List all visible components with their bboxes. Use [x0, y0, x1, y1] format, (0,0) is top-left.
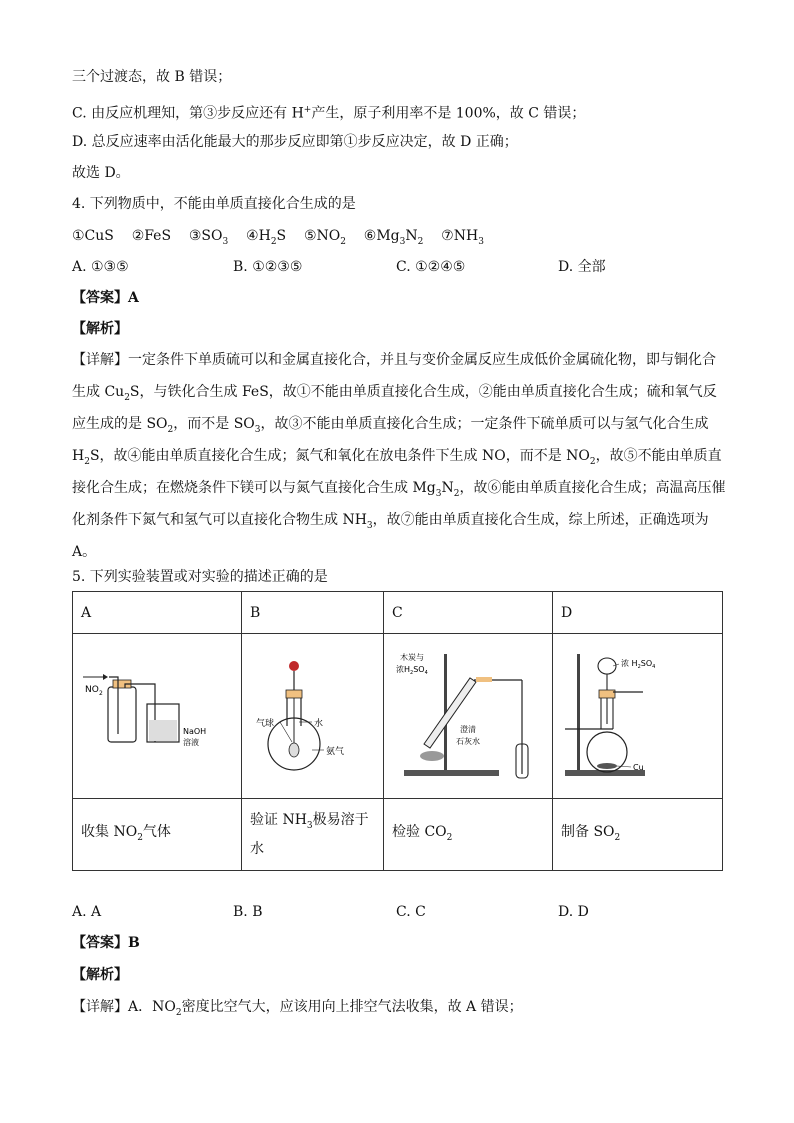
- option-b: B. ①②③⑤: [233, 259, 303, 275]
- answer-label: 【答案】B: [72, 935, 140, 951]
- label-acid-c: 浓$H_2SO_4$: [396, 665, 428, 676]
- label-no2-sub: 2: [99, 690, 103, 697]
- label-balloon: 气球: [256, 719, 275, 729]
- label-limewater-1: 澄清: [460, 725, 476, 734]
- label-charcoal: 木炭与: [400, 653, 424, 662]
- caption-a: 收集 $NO_2$气体: [73, 799, 242, 871]
- label-acid-d: 浓 $H_2SO_4$: [621, 659, 656, 670]
- apparatus-c: [384, 634, 553, 799]
- answer-label: 【答案】A: [72, 290, 139, 306]
- apparatus-b-figure: [242, 634, 383, 790]
- apparatus-d: [553, 634, 723, 799]
- header-c: C: [384, 592, 553, 634]
- apparatus-b: [242, 634, 384, 799]
- label-ammonia: 氨气: [326, 747, 345, 757]
- caption-c: 检验 $CO_2$: [384, 799, 553, 871]
- apparatus-a-figure: [73, 634, 241, 790]
- text-line: 故选 D。: [72, 165, 130, 181]
- analysis-label: 【解析】: [72, 321, 128, 337]
- question-4-stem: 4. 下列物质中，不能由单质直接化合生成的是: [72, 196, 356, 212]
- question-4-detail: 【详解】一定条件下单质硫可以和金属直接化合，并且与变价金属反应生成低价金属硫化物，即与铜化合 生成 $Cu_2S$，与铁化合生成 FeS，故①不能由单质直接化合生成，②能由单质直接化合生成；硫和氧气反 应生成的是 $SO_2$，而不是 $SO_3$，故③不能由单质直接化合生成；一定条件下硫单质可以与氢气化合生成 $H_2S$，故④能由单质直接化合生成；氮气和氧化在放电条件下生成 NO，而不是 $NO_2$，故⑤不能由单质直 接化合生成；在燃烧条件下镁可以与氮气直接化合生成 $Mg_3N_2$，故⑥能由单质直接化合生成；高温高压催 化剂条件下氮气和氢气可以直接化合物生成 $NH_3$，故⑦能由单质直接化合生成，综上所述，正确选项为 A。: [72, 352, 726, 560]
- question-4-items: ①CuS ②FeS $③SO_3$ $④H_2S$ $⑤NO_2$ $⑥Mg_3N_2$ $⑦NH_3$: [72, 228, 484, 247]
- label-water: 水: [314, 719, 324, 729]
- option-a: A. A: [72, 904, 102, 920]
- experiment-table: [72, 591, 723, 871]
- header-b: B: [242, 592, 384, 634]
- label-cu: Cu: [633, 763, 644, 772]
- option-c: C. ①②④⑤: [396, 259, 466, 275]
- label-no2: NO: [85, 685, 99, 695]
- text-line: C. 由反应机理知，第③步反应还有 H+产生，原子利用率不是 100%，故 C 错误；: [72, 105, 586, 122]
- apparatus-d-figure: [553, 634, 722, 790]
- label-limewater-2: 石灰水: [456, 737, 480, 746]
- caption-b: 验证 $NH_3$极易溶于 水: [242, 799, 384, 871]
- caption-d: 制备 $SO_2$: [553, 799, 723, 871]
- header-d: D: [553, 592, 723, 634]
- question-5-stem: 5. 下列实验装置或对实验的描述正确的是: [72, 569, 328, 585]
- header-a: A: [73, 592, 242, 634]
- analysis-label: 【解析】: [72, 967, 128, 983]
- option-b: B. B: [233, 904, 263, 920]
- apparatus-a: [73, 634, 242, 799]
- question-5-detail: 【详解】A．$NO_2$密度比空气大，应该用向上排空气法收集，故 A 错误；: [72, 999, 523, 1018]
- option-d: D. D: [558, 904, 589, 920]
- label-solution: 溶液: [183, 738, 199, 747]
- label-naoh: NaOH: [183, 727, 207, 736]
- option-c: C. C: [396, 904, 426, 920]
- text-line: D. 总反应速率由活化能最大的那步反应即第①步反应决定，故 D 正确；: [72, 134, 518, 150]
- apparatus-c-figure: [384, 634, 552, 790]
- text-line: 三个过渡态，故 B 错误；: [72, 69, 232, 85]
- option-a: A. ①③⑤: [72, 259, 129, 275]
- option-d: D. 全部: [558, 259, 606, 275]
